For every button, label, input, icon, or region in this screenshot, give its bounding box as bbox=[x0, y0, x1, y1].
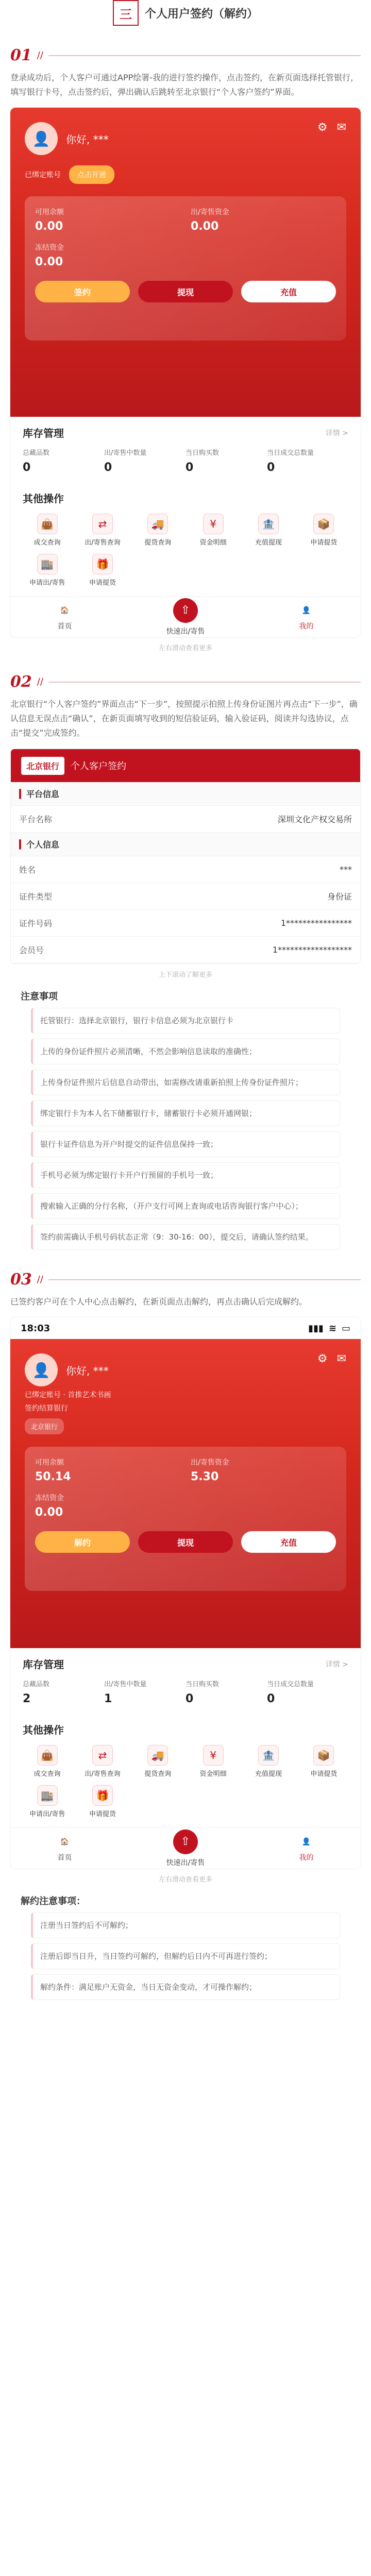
op-label: 申请提货 bbox=[89, 579, 116, 587]
money-icon: ¥ bbox=[203, 1745, 224, 1766]
balance-label: 冻结资金 bbox=[35, 1494, 64, 1502]
op-deal-query[interactable] bbox=[23, 514, 72, 548]
name-value: *** bbox=[340, 865, 352, 874]
unsign-notice-title: 解约注意事项： bbox=[21, 1896, 86, 1907]
stock-header bbox=[23, 1656, 348, 1671]
bank-icon: 🏦 bbox=[258, 514, 279, 534]
member-id-label: 会员号 bbox=[19, 945, 44, 955]
tab-me[interactable] bbox=[299, 1835, 313, 1862]
avatar: 👤 bbox=[25, 1353, 58, 1386]
message-bell-icon[interactable]: ✉︎ bbox=[336, 121, 346, 134]
balance-value: 0.00 bbox=[35, 1506, 63, 1519]
step-1 bbox=[0, 46, 371, 652]
op-label: 充值提现 bbox=[255, 1770, 282, 1778]
masked-name: *** bbox=[93, 133, 109, 146]
op-recharge-withdraw[interactable] bbox=[244, 514, 293, 548]
balance-value: 5.30 bbox=[191, 1470, 219, 1483]
shop-icon: 🏬 bbox=[37, 1785, 58, 1806]
op-label: 申请出/寄售 bbox=[29, 1810, 65, 1818]
greeting-hello: 你好, bbox=[66, 133, 90, 146]
phone-1-hero bbox=[10, 108, 361, 417]
stock-consign bbox=[104, 1679, 185, 1705]
tab-me-label: 我的 bbox=[299, 622, 314, 631]
hero-tools bbox=[317, 1352, 346, 1365]
step-3-divider bbox=[48, 1279, 361, 1280]
op-label: 充值提现 bbox=[255, 539, 282, 547]
scroll-caption-2: 上下滚动了解更多 bbox=[158, 971, 212, 979]
op-deal-query[interactable] bbox=[23, 1745, 72, 1779]
stock-value: 2 bbox=[23, 1692, 31, 1705]
op-label: 申请提货 bbox=[89, 1810, 116, 1818]
balance-frozen bbox=[35, 1493, 180, 1519]
op-pickup-query[interactable] bbox=[133, 1745, 182, 1779]
money-icon: ¥ bbox=[203, 514, 224, 534]
signal-icon: ▮▮▮ bbox=[308, 1323, 324, 1334]
step-2-header bbox=[10, 673, 361, 691]
step-3 bbox=[0, 1270, 371, 2000]
step-1-header bbox=[10, 46, 361, 64]
recharge-button[interactable]: 充值 bbox=[241, 1531, 336, 1553]
truck-icon: 🚚 bbox=[147, 514, 168, 534]
balance-available bbox=[35, 1457, 180, 1483]
ops-grid bbox=[23, 1745, 348, 1819]
id-type-row bbox=[11, 883, 360, 910]
member-id-value: 1****************** bbox=[272, 945, 352, 955]
stock-label: 总藏品数 bbox=[23, 1681, 50, 1688]
card-actions bbox=[35, 281, 336, 302]
id-number-label: 证件号码 bbox=[19, 919, 53, 928]
platform-name-row bbox=[11, 806, 360, 833]
notice-item: 注册当日签约后不可解约； bbox=[31, 1912, 340, 1938]
op-label: 资金明细 bbox=[199, 539, 227, 547]
user-greeting bbox=[25, 1353, 346, 1386]
step-3-description: 已签约客户可在个人中心点击解约，在新页面点击解约，再点击确认后完成解约。 bbox=[10, 1297, 308, 1307]
notice-item: 手机号必须为绑定银行卡开户行预留的手机号一致； bbox=[31, 1162, 340, 1188]
avatar: 👤 bbox=[25, 122, 58, 155]
tab-quick-consign[interactable] bbox=[166, 1829, 205, 1868]
stock-more-link[interactable]: 详情 > bbox=[325, 429, 348, 437]
quick-consign-icon: ⇧ bbox=[173, 598, 198, 623]
id-number-row bbox=[11, 910, 360, 937]
op-recharge-withdraw[interactable] bbox=[244, 1745, 293, 1779]
op-funds-detail[interactable] bbox=[189, 514, 238, 548]
stock-value: 0 bbox=[185, 461, 194, 474]
balance-label: 可用余额 bbox=[35, 208, 64, 216]
notice-item: 签约前需确认手机号码状态正常（9：30-16：00），提交后，请确认签约结果。 bbox=[31, 1224, 340, 1250]
step-3-header bbox=[10, 1270, 361, 1289]
platform-info-section bbox=[11, 782, 360, 833]
stock-section bbox=[10, 417, 361, 482]
op-label: 提货查询 bbox=[144, 539, 172, 547]
tabbar bbox=[10, 1827, 361, 1869]
stock-value: 0 bbox=[267, 461, 275, 474]
op-apply-consign[interactable] bbox=[23, 554, 72, 588]
personal-info-header bbox=[11, 833, 360, 856]
balance-label: 出/寄售资金 bbox=[191, 1459, 229, 1467]
scroll-caption-1: 左右滑动查看更多 bbox=[158, 645, 212, 652]
balance-card bbox=[25, 1447, 346, 1591]
transfer-icon: ⇄ bbox=[92, 514, 113, 534]
tab-home[interactable] bbox=[58, 1835, 72, 1862]
briefcase-icon: 👜 bbox=[37, 514, 58, 534]
transfer-icon: ⇄ bbox=[92, 1745, 113, 1766]
stock-section bbox=[10, 1648, 361, 1714]
step-1-description: 登录成功后，个人客户可通过APP绘署-我的进行签约操作，点击签约，在新页面选择托管银行，填写银行卡号，点击签约后，弹出确认后跳转至北京银行“个人客户签约”界面。 bbox=[10, 73, 359, 97]
bank-logo: 北京银行 bbox=[21, 757, 64, 775]
message-bell-icon[interactable]: ✉︎ bbox=[336, 1352, 346, 1365]
balance-value: 50.14 bbox=[35, 1470, 71, 1483]
truck-icon: 🚚 bbox=[147, 1745, 168, 1766]
step-1-slash: // bbox=[37, 50, 43, 61]
balance-grid bbox=[35, 1457, 336, 1519]
op-apply-pickup[interactable] bbox=[299, 1745, 348, 1779]
notice-item: 解约条件：满足账户无资金，当日无资金变动，才可操作解约； bbox=[31, 1974, 340, 2000]
op-label: 提货查询 bbox=[144, 1770, 172, 1778]
op-label: 申请出/寄售 bbox=[29, 579, 65, 587]
balance-frozen bbox=[35, 242, 180, 268]
open-account-button[interactable]: 点击开通 bbox=[69, 165, 114, 184]
id-type-value: 身份证 bbox=[327, 892, 352, 902]
binding-status: 已绑定账号 bbox=[25, 171, 61, 179]
status-icons bbox=[308, 1323, 350, 1334]
tab-quick-consign[interactable] bbox=[166, 598, 205, 636]
tab-home-label: 首页 bbox=[57, 1853, 72, 1862]
phone-mock-1 bbox=[10, 108, 361, 637]
stock-value: 0 bbox=[23, 461, 31, 474]
stock-total bbox=[23, 1679, 104, 1705]
balance-card bbox=[25, 196, 346, 341]
other-ops-section bbox=[10, 1714, 361, 1827]
wifi-icon: ≋ bbox=[328, 1323, 336, 1334]
balance-consign bbox=[191, 207, 336, 233]
op-label: 出/寄售查询 bbox=[85, 1770, 121, 1778]
settings-gear-icon[interactable]: ⚙︎ bbox=[317, 1352, 328, 1365]
stock-today-buy bbox=[185, 447, 267, 474]
op-label: 成交查询 bbox=[33, 1770, 61, 1778]
phone-mock-3 bbox=[10, 1317, 361, 1869]
stock-title: 库存管理 bbox=[23, 1658, 64, 1671]
notice-item: 搜索输入正确的分行名称，（开户支行可网上查询或电话咨询银行客户中心）； bbox=[31, 1193, 340, 1219]
recharge-button[interactable]: 充值 bbox=[241, 281, 336, 302]
op-pickup-query[interactable] bbox=[133, 514, 182, 548]
withdraw-button[interactable]: 提现 bbox=[138, 281, 233, 302]
user-icon: 👤 bbox=[301, 606, 311, 615]
tabbar bbox=[10, 596, 361, 637]
name-label: 姓名 bbox=[19, 865, 36, 875]
balance-empty bbox=[191, 242, 336, 268]
stock-grid bbox=[23, 447, 348, 474]
personal-info-section bbox=[11, 833, 360, 963]
op-apply-pickup[interactable] bbox=[299, 514, 348, 548]
bank-icon: 🏦 bbox=[258, 1745, 279, 1766]
battery-icon: ▭ bbox=[341, 1323, 350, 1334]
op-label: 出/寄售查询 bbox=[85, 539, 121, 547]
tab-home[interactable] bbox=[58, 603, 72, 631]
other-ops-section bbox=[10, 482, 361, 596]
platform-name-label: 平台名称 bbox=[19, 815, 53, 824]
box-icon: 📦 bbox=[313, 1745, 334, 1766]
step-3-slash: // bbox=[37, 1274, 43, 1285]
balance-label: 冻结资金 bbox=[35, 244, 64, 252]
platform-name-value: 深圳文化产权交易所 bbox=[277, 815, 352, 824]
notice-item: 银行卡证件信息为开户时提交的证件信息保持一致； bbox=[31, 1131, 340, 1157]
stock-value: 0 bbox=[267, 1692, 275, 1705]
step-2-description: 北京银行“个人客户签约”界面点击“下一步”，按照提示拍照上传身份证图片再点击“下一步”，确认信息无误点击“确认”，在新页面填写收到的短信验证码，输入验证码，阅读并勾选协议，点击“提交”完成签约。 bbox=[10, 699, 358, 738]
notice-item: 上传的身份证件照片必须清晰，不然会影响信息读取的准确性； bbox=[31, 1039, 340, 1064]
card-actions bbox=[35, 1531, 336, 1553]
gift-icon: 🎁 bbox=[92, 554, 113, 574]
balance-label: 出/寄售资金 bbox=[191, 208, 229, 216]
ops-grid bbox=[23, 514, 348, 588]
stock-consign bbox=[104, 447, 185, 474]
balance-label: 可用余额 bbox=[35, 1459, 64, 1467]
stock-total bbox=[23, 447, 104, 474]
stock-label: 当日购买数 bbox=[185, 1681, 220, 1688]
home-icon: 🏠 bbox=[60, 606, 70, 615]
op-consign-query[interactable] bbox=[78, 1745, 127, 1779]
unsign-notices-list bbox=[21, 1912, 350, 2000]
notice-item: 托管银行：选择北京银行，银行卡信息必须为北京银行卡 bbox=[31, 1008, 340, 1033]
section-banner bbox=[0, 0, 371, 26]
status-bar bbox=[10, 1317, 361, 1339]
step-2-slash: // bbox=[37, 676, 43, 687]
tab-me-label: 我的 bbox=[299, 1853, 314, 1862]
balance-consign bbox=[191, 1457, 336, 1483]
stock-value: 0 bbox=[185, 1692, 194, 1705]
op-apply-pickup-2[interactable] bbox=[78, 1785, 127, 1819]
hero-badge-1: 已绑定账号 · 首推艺术书画 bbox=[25, 1391, 111, 1399]
stock-label: 当日成交总数量 bbox=[267, 449, 314, 457]
gift-icon: 🎁 bbox=[92, 1785, 113, 1806]
hero-tools bbox=[317, 121, 346, 134]
stock-label: 总藏品数 bbox=[23, 449, 50, 457]
box-icon: 📦 bbox=[313, 514, 334, 534]
stock-grid bbox=[23, 1679, 348, 1705]
balance-value: 0.00 bbox=[35, 220, 63, 233]
tab-center-label: 快速出/寄售 bbox=[166, 1858, 205, 1867]
balance-value: 0.00 bbox=[35, 256, 63, 268]
step-1-divider bbox=[48, 55, 361, 56]
tab-center-label: 快速出/寄售 bbox=[166, 627, 205, 636]
op-label: 资金明细 bbox=[199, 1770, 227, 1778]
bank-form bbox=[10, 749, 361, 964]
stock-label: 出/寄售中数量 bbox=[104, 449, 147, 457]
scroll-caption-3: 左右滑动查看更多 bbox=[158, 1876, 212, 1884]
bank-pill: 北京银行 bbox=[25, 1418, 64, 1434]
stock-label: 当日成交总数量 bbox=[267, 1681, 314, 1688]
hero-sub-tags bbox=[25, 1418, 346, 1434]
stock-value: 0 bbox=[104, 461, 112, 474]
op-label: 申请提货 bbox=[310, 1770, 338, 1778]
step-2-number: 02 bbox=[10, 673, 32, 691]
bank-topbar bbox=[11, 749, 360, 782]
stock-today-buy bbox=[185, 1679, 267, 1705]
name-row bbox=[11, 856, 360, 883]
hero-badge-2: 签约结算银行 bbox=[25, 1404, 68, 1413]
notice-item: 上传身份证件照片后信息自动带出，如需修改请重新拍照上传身份证件照片； bbox=[31, 1070, 340, 1095]
stock-label: 出/寄售中数量 bbox=[104, 1681, 147, 1688]
section-number: 三 bbox=[113, 0, 139, 26]
stock-more-link[interactable]: 详情 > bbox=[325, 1660, 348, 1669]
greeting-text bbox=[66, 131, 109, 146]
sign-button[interactable]: 签约 bbox=[35, 281, 130, 302]
unsign-button[interactable]: 解约 bbox=[35, 1531, 130, 1553]
op-apply-pickup-2[interactable] bbox=[78, 554, 127, 588]
balance-available bbox=[35, 207, 180, 233]
id-type-label: 证件类型 bbox=[19, 892, 53, 902]
balance-empty bbox=[191, 1493, 336, 1519]
stock-value: 1 bbox=[104, 1692, 112, 1705]
step-2 bbox=[0, 673, 371, 1250]
step-1-number: 01 bbox=[10, 46, 32, 64]
op-label: 申请提货 bbox=[310, 539, 338, 547]
op-consign-query[interactable] bbox=[78, 514, 127, 548]
notice-item: 绑定银行卡为本人名下储蓄银行卡，储蓄银行卡必须开通网银； bbox=[31, 1100, 340, 1126]
masked-name: *** bbox=[93, 1364, 109, 1377]
op-apply-consign[interactable] bbox=[23, 1785, 72, 1819]
notices-list bbox=[21, 1008, 350, 1250]
step-2-divider bbox=[48, 682, 361, 683]
balance-grid bbox=[35, 207, 336, 268]
withdraw-button[interactable]: 提现 bbox=[138, 1531, 233, 1553]
tab-me[interactable] bbox=[299, 603, 313, 631]
op-funds-detail[interactable] bbox=[189, 1745, 238, 1779]
platform-info-header bbox=[11, 782, 360, 806]
greeting-text bbox=[66, 1363, 109, 1378]
stock-header bbox=[23, 425, 348, 440]
settings-gear-icon[interactable]: ⚙︎ bbox=[317, 121, 328, 134]
member-id-row bbox=[11, 937, 360, 963]
greeting-hello: 你好, bbox=[66, 1364, 90, 1377]
platform-info-title: 平台信息 bbox=[26, 789, 60, 799]
bank-form-title: 个人客户签约 bbox=[71, 761, 127, 772]
other-ops-title: 其他操作 bbox=[23, 493, 64, 505]
op-label: 成交查询 bbox=[33, 539, 61, 547]
notice-item: 注册后即当日升，当日签约可解约，但解约后日内不可再进行签约； bbox=[31, 1943, 340, 1969]
phone-3-hero bbox=[10, 1339, 361, 1648]
id-number-value: 1**************** bbox=[280, 918, 352, 928]
notice-title: 注意事项 bbox=[21, 991, 58, 1002]
account-tag bbox=[25, 165, 346, 184]
stock-label: 当日购买数 bbox=[185, 449, 220, 457]
user-icon: 👤 bbox=[301, 1837, 311, 1846]
stock-today-deal bbox=[267, 1679, 348, 1705]
section-bar bbox=[19, 839, 21, 850]
quick-consign-icon: ⇧ bbox=[173, 1829, 198, 1854]
other-ops-title: 其他操作 bbox=[23, 1724, 64, 1736]
stock-today-deal bbox=[267, 447, 348, 474]
briefcase-icon: 👜 bbox=[37, 1745, 58, 1766]
stock-title: 库存管理 bbox=[23, 427, 64, 439]
section-title: 个人用户签约（解约） bbox=[144, 7, 258, 21]
tab-home-label: 首页 bbox=[57, 622, 72, 631]
home-icon: 🏠 bbox=[60, 1837, 70, 1846]
balance-value: 0.00 bbox=[191, 220, 219, 233]
personal-info-title: 个人信息 bbox=[26, 840, 60, 850]
status-time: 18:03 bbox=[21, 1323, 50, 1334]
shop-icon: 🏬 bbox=[37, 554, 58, 574]
section-bar bbox=[19, 789, 21, 799]
user-greeting bbox=[25, 122, 346, 155]
step-3-number: 03 bbox=[10, 1270, 32, 1289]
